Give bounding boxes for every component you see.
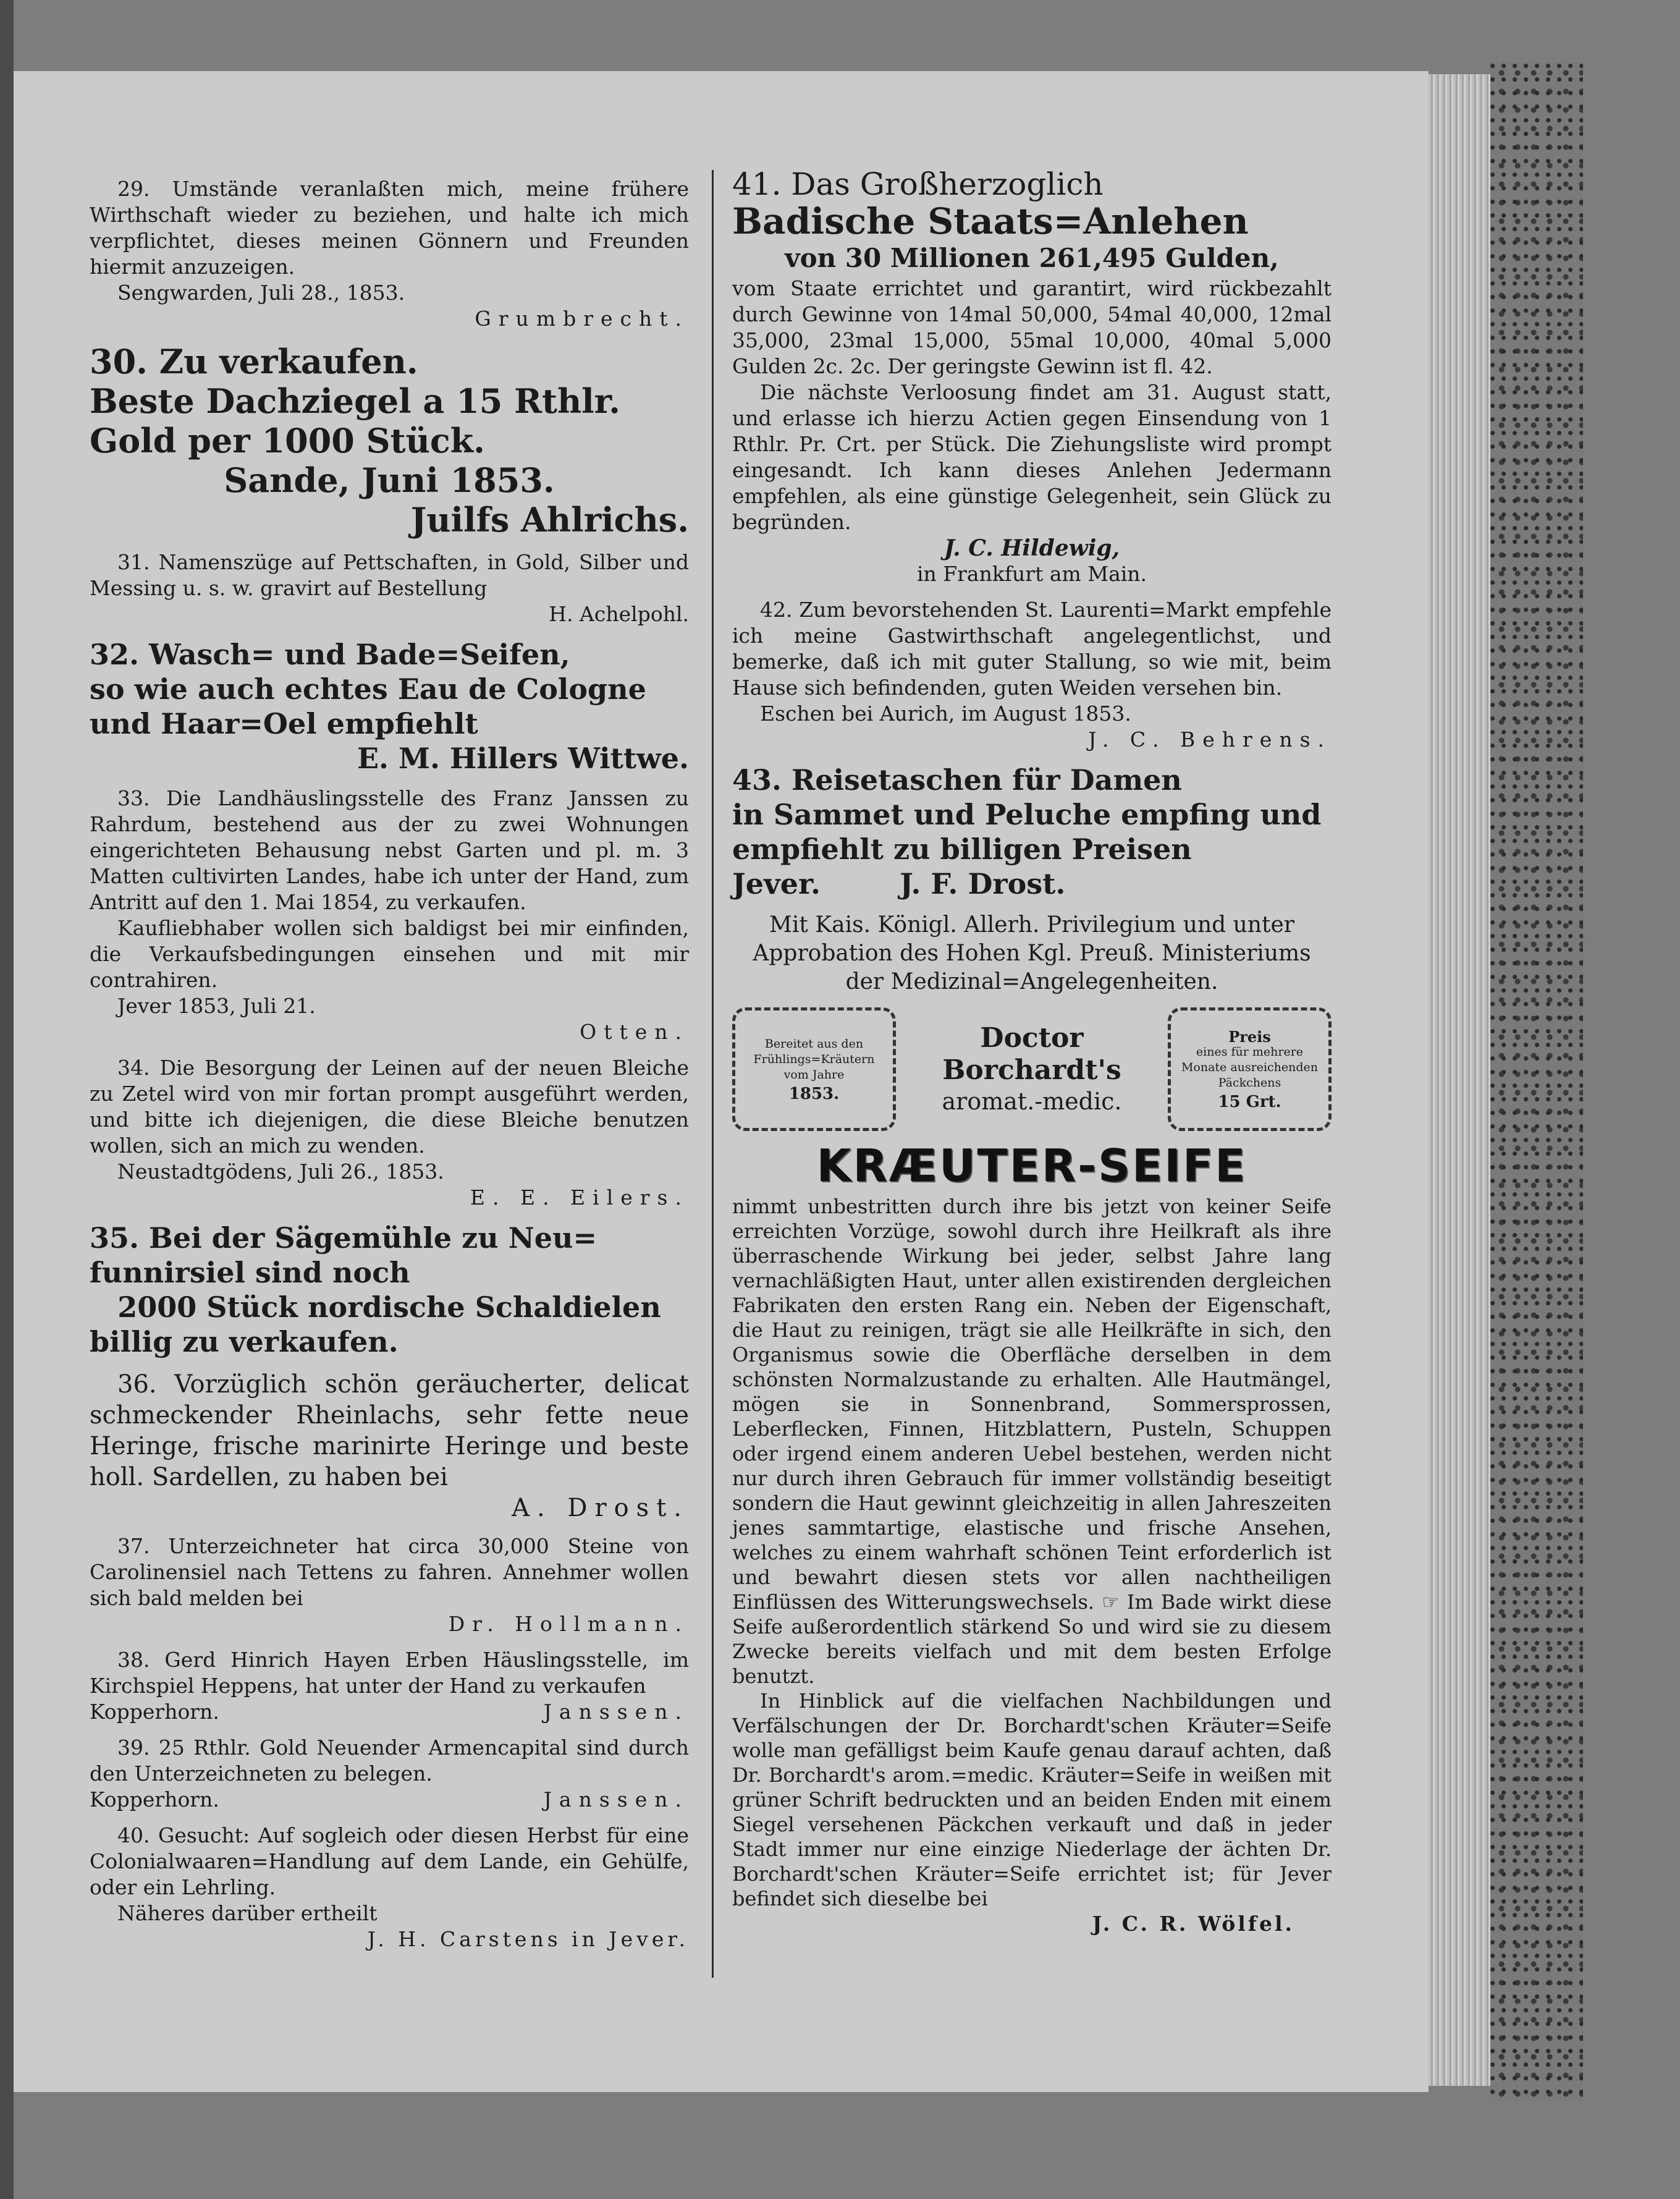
ad-33-place: Jever 1853, Juli 21. — [117, 994, 316, 1018]
doctor-name: Borchardt's — [942, 1054, 1121, 1086]
ad-38-signature: Janssen. — [543, 1700, 689, 1724]
ad-40-signature: J. H. Carstens in Jever. — [367, 1927, 689, 1951]
seal-left — [732, 1007, 896, 1131]
ad-41-line2: Badische Staats=Anlehen — [732, 200, 1249, 242]
ad-41-line3: von 30 Millionen 261,495 Gulden, — [785, 243, 1279, 273]
ad-42-place: Eschen bei Aurich, im August 1853. — [760, 701, 1131, 726]
ad-39-text: 39. 25 Rthlr. Gold Neuender Armencapital sind durch den Unterzeichneten zu belegen. — [90, 1735, 689, 1786]
ad-35-line1: 35. Bei der Sägemühle zu Neu= — [90, 1221, 597, 1255]
ad-30-line2: Gold per 1000 Stück. — [90, 421, 485, 460]
book-binding-left — [0, 0, 14, 2199]
ad-35-line3: 2000 Stück nordische Schaldielen — [117, 1290, 661, 1324]
ad-32-line1: 32. Wasch= und Bade=Seifen, — [90, 638, 570, 671]
ad-34-signature: E. E. Eilers. — [470, 1185, 689, 1210]
ad-41-body: vom Staate errichtet und garantirt, wird rückbezahlt durch Gewinne von 14mal 50,000, 54mal 40,000, 12mal 35,000, 23mal 15,000, 55mal 10,000, 40mal 5,000 Gulden 2c. 2c. Der geringste Gewinn ist fl. 42. — [732, 276, 1332, 378]
seal-left-line: Frühlings=Kräutern — [753, 1053, 875, 1066]
doctor-subtitle: aromat.-medic. — [942, 1088, 1122, 1115]
left-column — [90, 176, 689, 1952]
seal-right — [1168, 1007, 1332, 1131]
ad-43-signature: Jever. J. F. Drost. — [732, 867, 1066, 900]
ad-34-text: 34. Die Besorgung der Leinen auf der neuen Bleiche zu Zetel wird von mir fortan prompt ausgeführt werden, und bitte ich diejenigen, die diese Bleiche benutzen wollen, sich an mich zu wenden. — [90, 1056, 689, 1158]
ad-43-line1: 43. Reisetaschen für Damen — [732, 763, 1182, 797]
seal-right-line: eines für mehrere — [1196, 1044, 1304, 1059]
ad-29-text: 29. Umstände veranlaßten mich, meine frühere Wirthschaft wieder zu beziehen, und halte ich mich verpflichtet, dieses meinen Gönnern und Freunden hiermit anzuzeigen. — [90, 177, 689, 279]
ad-30-signature: Juilfs Ahlrichs. — [410, 500, 689, 540]
ad-41-body-b: Die nächste Verloosung findet am 31. August statt, und erlasse ich hierzu Actien gegen Einsendung von 1 Rthlr. Pr. Crt. per Stück. Die Ziehungsliste wird prompt eingesandt. Ich kann dieses Anlehen Jedermann empfehlen, als eine günstige Gelegenheit, sein Glück zu begründen. — [732, 380, 1332, 534]
ad-36-text: 36. Vorzüglich schön geräucherter, delicat schmeckender Rheinlachs, sehr fette neue Heringe, frische marinirte Heringe und beste holl. Sardellen, zu haben bei — [90, 1370, 689, 1491]
marbled-cover — [1490, 62, 1583, 2101]
column-divider — [712, 170, 714, 1978]
ad-39-signature: Janssen. — [543, 1787, 689, 1811]
ad-41-line1: 41. Das Großherzoglich — [732, 166, 1104, 202]
seal-left-line: vom Jahre — [783, 1068, 845, 1082]
ad-32-signature: E. M. Hillers Wittwe. — [357, 742, 689, 775]
ad-30-line1: Beste Dachziegel a 15 Rthlr. — [90, 381, 621, 421]
soap-label-row — [732, 1007, 1332, 1131]
doctor-title: Doctor — [980, 1022, 1084, 1054]
soap-body-b: In Hinblick auf die vielfachen Nachbildungen und Verfälschungen der Dr. Borchardt'schen Kräuter=Seife wolle man gefälligst beim Kaufe genau darauf achten, daß Dr. Borchardt's arom.=medic. Kräuter=Seife in weißen mit grüner Schrift bedruckten und an beiden Enden mit einem Siegel versehenen Päckchen verkauft und daß in jeder Stadt immer nur eine einzige Niederlage der ächten Dr. Borchardt'schen Kräuter=Seife errichtet ist; für Jever befindet sich dieselbe bei — [732, 1689, 1332, 1910]
ad-29-signature: Grumbrecht. — [475, 307, 689, 331]
ad-30-heading: 30. Zu verkaufen. — [90, 342, 418, 381]
ad-40-text: 40. Gesucht: Auf sogleich oder diesen Herbst für eine Colonialwaaren=Handlung auf dem Lande, ein Gehülfe, oder ein Lehrling. — [90, 1823, 689, 1899]
seal-right-price: 15 Grt. — [1218, 1092, 1281, 1111]
ad-31-text: 31. Namenszüge auf Pettschaften, in Gold, Silber und Messing u. s. w. gravirt auf Bestellung — [90, 550, 689, 600]
ad-32-line3: und Haar=Oel empfiehlt — [90, 707, 478, 740]
ad-43-line3: empfiehlt zu billigen Preisen — [732, 833, 1192, 866]
ad-33-signature: Otten. — [580, 1020, 689, 1044]
ad-41-signature: J. C. Hildewig, — [943, 535, 1120, 561]
ad-30-line3: Sande, Juni 1853. — [224, 460, 555, 500]
ad-38-text: 38. Gerd Hinrich Hayen Erben Häuslingsstelle, im Kirchspiel Heppens, hat unter der Hand zu verkaufen — [90, 1648, 689, 1698]
ad-34-place: Neustadtgödens, Juli 26., 1853. — [117, 1159, 444, 1184]
soap-heading: KRÆUTER-SEIFE — [816, 1140, 1247, 1192]
ad-38-place: Kopperhorn. — [90, 1700, 219, 1724]
seal-right-line: Preis — [1228, 1027, 1271, 1046]
ad-41-signature-city: in Frankfurt am Main. — [916, 562, 1147, 586]
ad-35-line4: billig zu verkaufen. — [90, 1325, 399, 1358]
right-column — [732, 167, 1332, 1937]
ad-42-signature: J. C. Behrens. — [1088, 727, 1332, 752]
seal-left-year: 1853. — [788, 1085, 840, 1103]
doctor-label — [942, 1022, 1122, 1116]
ad-43-line2: in Sammet und Peluche empfing und — [732, 798, 1322, 831]
soap-signature: J. C. R. Wölfel. — [1092, 1912, 1294, 1936]
ad-37-signature: Dr. Hollmann. — [448, 1612, 689, 1636]
ad-33-text-b: Kaufliebhaber wollen sich baldigst bei mir einfinden, die Verkaufsbedingungen einsehen und mit mir contrahiren. — [90, 916, 689, 992]
privilege-text: Mit Kais. Königl. Allerh. Privilegium und unter Approbation des Hohen Kgl. Preuß. Ministeriums der Medizinal=Angelegenheiten. — [753, 912, 1311, 994]
ad-40-text-b: Näheres darüber ertheilt — [117, 1901, 378, 1925]
soap-body: nimmt unbestritten durch ihre bis jetzt von keiner Seife erreichten Vorzüge, sowohl durch ihre Heilkraft als ihre überraschende Wirkung bei jeder, selbst Jahre lang vernachläßigten Haut, unter allen existirenden dergleichen Fabrikaten den ersten Rang ein. Neben der Eigenschaft, die Haut zu reinigen, trägt sie alle Heilkräfte in sich, den Organismus sowie die Oberfläche derselben in dem schönsten Normalzustande zu erhalten. Alle Hautmängel, mögen sie in Sonnenbrand, Sommersprossen, Leberflecken, Finnen, Hitzblattern, Pusteln, Schuppen oder irgend einem anderen Uebel bestehen, werden nicht nur durch ihren Gebrauch für immer vollständig beseitigt sondern die Haut gewinnt gleichzeitig in allen Jahreszeiten jenes sammtartige, elastische und frische Ansehen, welches zu einem wahrhaft schönen Teint erforderlich ist und bewahrt diesen stets vor allen nachtheiligen Einflüssen des Witterungswechsels. ☞ Im Bade wirkt diese Seife außerordentlich stärkend So und wird sie zu diesem Zwecke bereits vielfach und mit dem besten Erfolge benutzt. — [732, 1195, 1332, 1688]
ad-33-text: 33. Die Landhäuslingsstelle des Franz Janssen zu Rahrdum, bestehend aus der zu zwei Wohnungen eingerichteten Behausung nebst Garten und pl. m. 3 Matten cultivirten Landes, habe ich unter der Hand, zum Antritt auf den 1. Mai 1854, zu verkaufen. — [90, 786, 689, 914]
ad-32-line2: so wie auch echtes Eau de Cologne — [90, 672, 646, 706]
ad-37-text: 37. Unterzeichneter hat circa 30,000 Steine von Carolinensiel nach Tettens zu fahren. Annehmer wollen sich bald melden bei — [90, 1534, 689, 1610]
seal-right-line: Monate ausreichenden — [1181, 1060, 1319, 1074]
ad-35-line2: funnirsiel sind noch — [90, 1256, 410, 1289]
page-edges — [1429, 74, 1490, 2086]
ad-31-signature: H. Achelpohl. — [549, 602, 689, 626]
seal-right-line: Päckchens — [1218, 1075, 1281, 1090]
ad-39-place: Kopperhorn. — [90, 1787, 219, 1811]
ad-29-place: Sengwarden, Juli 28., 1853. — [117, 281, 405, 305]
ad-36-signature: A. Drost. — [512, 1494, 689, 1522]
ad-42-text: 42. Zum bevorstehenden St. Laurenti=Markt empfehle ich meine Gastwirthschaft angelegentlichst, und bemerke, daß ich mit guter Stallung, so wie mit, beim Hause sich befindenden, guten Weiden versehen bin. — [732, 598, 1332, 700]
seal-left-line: Bereitet aus den — [764, 1037, 864, 1051]
